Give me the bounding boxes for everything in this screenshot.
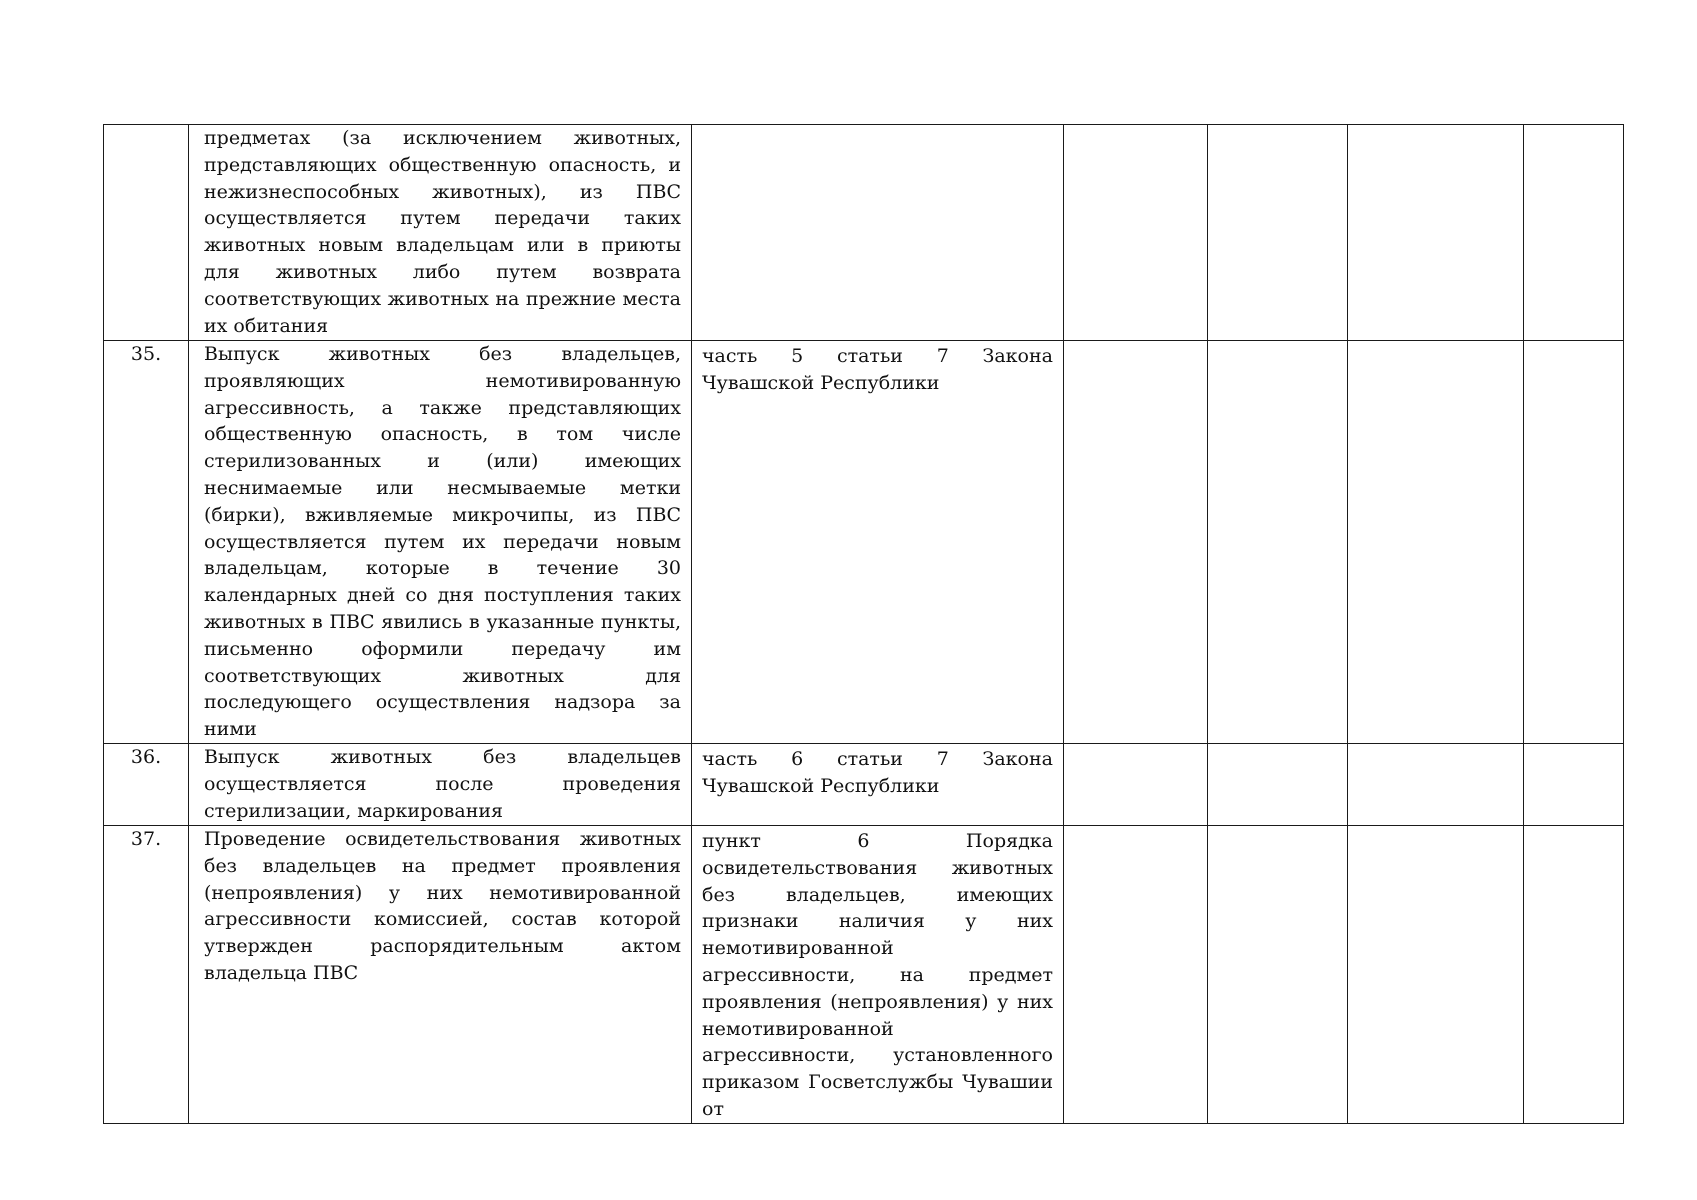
requirement-cell [189,825,692,1123]
table-row [104,341,1624,744]
empty-cell [1348,825,1524,1123]
reference-text: часть 5 статьи 7 Закона Чувашской Республики [702,345,1053,394]
empty-cell [1524,825,1624,1123]
empty-cell [1524,125,1624,341]
requirements-table [103,124,1624,1124]
empty-cell [1348,125,1524,341]
empty-cell [1208,125,1348,341]
table-row [104,825,1624,1123]
row-number: 36. [104,743,189,825]
reference-cell [692,825,1064,1123]
row-number [104,125,189,341]
empty-cell [1064,743,1208,825]
requirement-text: Выпуск животных без владельцев, проявляющих немотивированную агрессивность, а также представляющих общественную опасность, в том числе стерилизованных и (или) имеющих неснимаемые или несмываемые метки (бирки), вживляемые микрочипы, из ПВС осуществляется путем их передачи новым владельцам, которые в течение 30 календарных дней со дня поступления таких животных в ПВС явились в указанные пункты, письменно оформили передачу им соответствующих животных для последующего осуществления надзора за ними [204,343,681,741]
reference-cell [692,743,1064,825]
empty-cell [1208,341,1348,744]
requirement-cell [189,341,692,744]
reference-cell [692,341,1064,744]
empty-cell [1524,341,1624,744]
table-row [104,743,1624,825]
empty-cell [1348,743,1524,825]
empty-cell [1064,825,1208,1123]
reference-text [692,125,1063,127]
requirement-text: Проведение освидетельствования животных без владельцев на предмет проявления (непроявления) у них немотивированной агрессивности комиссией, состав которой утвержден распорядительным актом владельца ПВС [204,827,681,984]
empty-cell [1064,125,1208,341]
table-row [104,125,1624,341]
reference-text: пункт 6 Порядка освидетельствования животных без владельцев, имеющих признаки наличия у них немотивированной агрессивности, на предмет проявления (непроявления) у них немотивированной агрессивности, установленного приказом Госветслужбы Чувашии от [702,829,1053,1120]
empty-cell [1064,341,1208,744]
empty-cell [1208,825,1348,1123]
empty-cell [1208,743,1348,825]
requirement-cell [189,743,692,825]
reference-text: часть 6 статьи 7 Закона Чувашской Республики [702,747,1053,797]
row-number: 35. [104,341,189,744]
requirement-cell [189,125,692,341]
reference-cell [692,125,1064,341]
row-number: 37. [104,825,189,1123]
empty-cell [1524,743,1624,825]
requirement-text: предметах (за исключением животных, представляющих общественную опасность, и нежизнеспособных животных), из ПВС осуществляется путем передачи таких животных новым владельцам или в приюты для животных либо путем возврата соответствующих животных на прежние места их обитания [204,127,681,337]
requirement-text: Выпуск животных без владельцев осуществляется после проведения стерилизации, маркирования [204,745,681,822]
empty-cell [1348,341,1524,744]
